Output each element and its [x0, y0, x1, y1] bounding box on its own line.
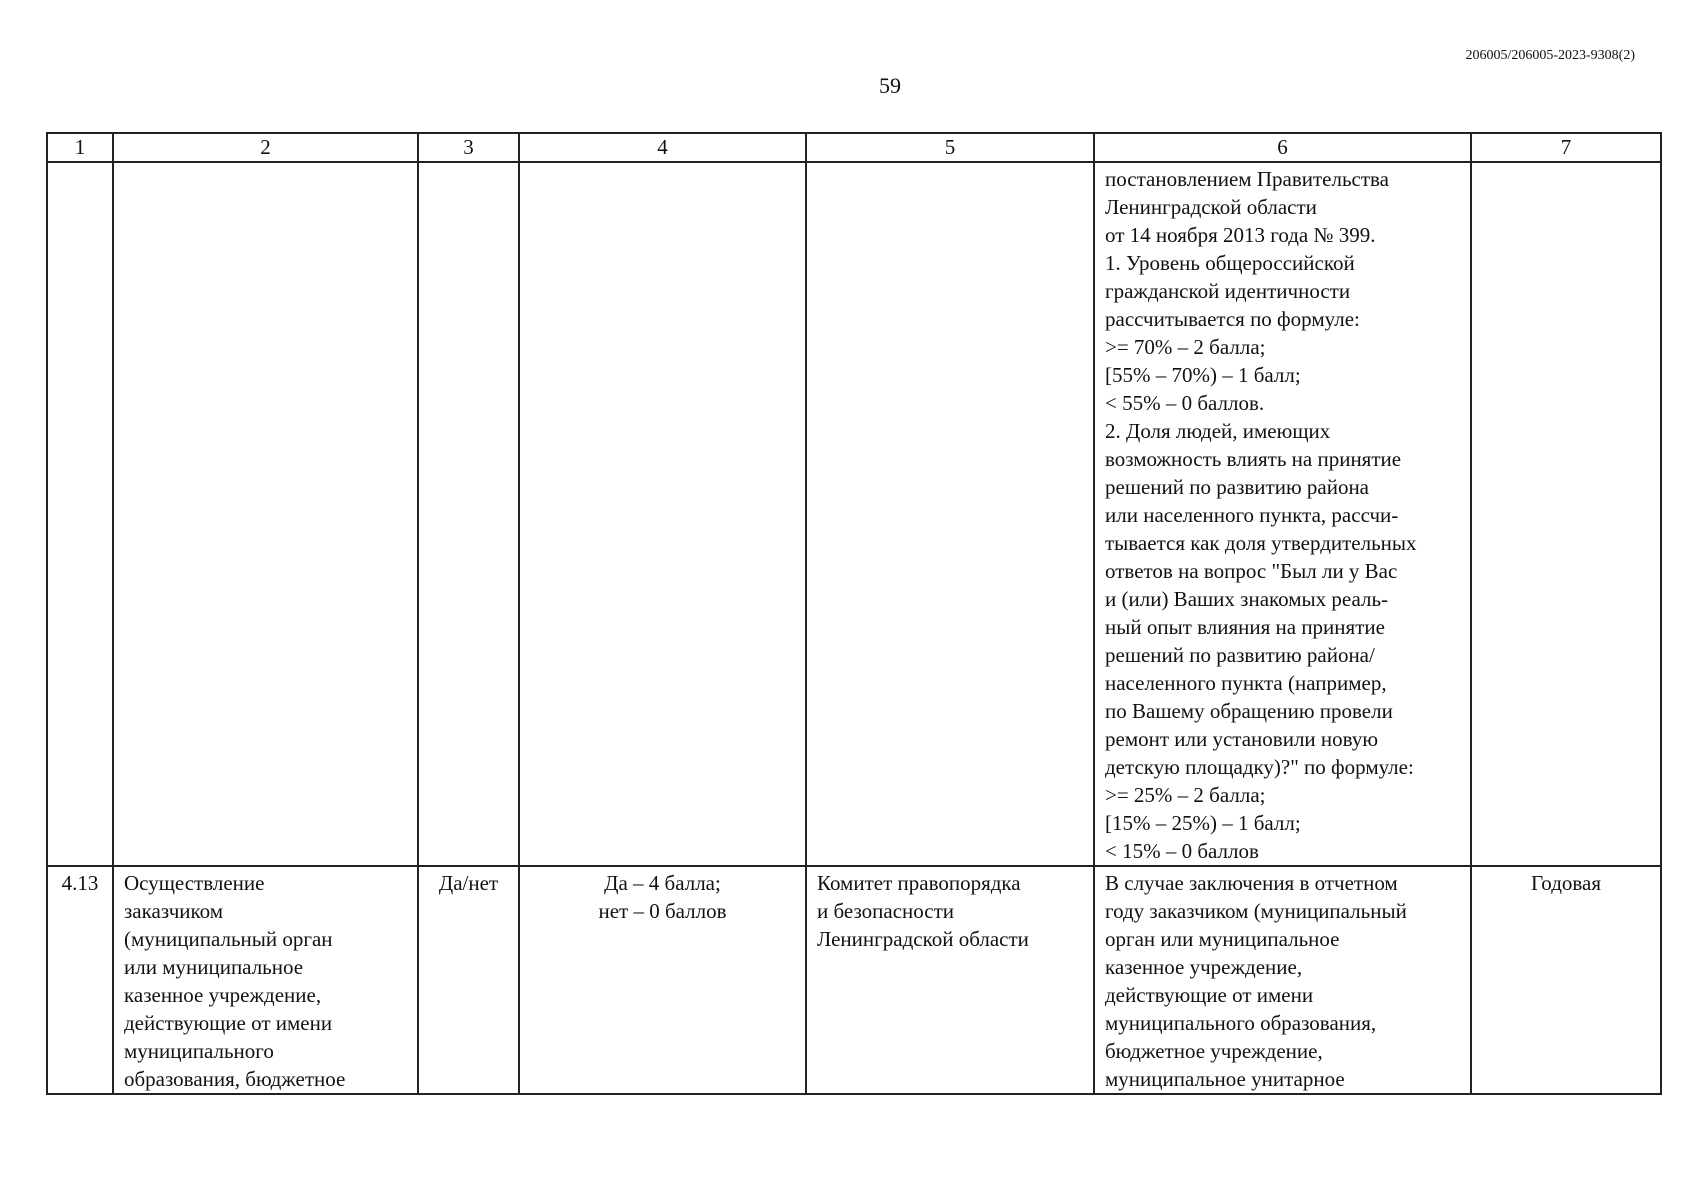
- text-line: Осуществление: [124, 871, 265, 895]
- table-header-row: [47, 133, 1661, 162]
- row1-col2: [113, 162, 418, 866]
- text-line: ный опыт влияния на принятие: [1105, 615, 1385, 639]
- row1-col1: [47, 162, 113, 866]
- column-header-6: 6: [1094, 133, 1471, 162]
- text-line: решений по развитию района: [1105, 475, 1370, 499]
- text-line: решений по развитию района/: [1105, 643, 1375, 667]
- text-line: орган или муниципальное: [1105, 927, 1340, 951]
- row1-col5: [806, 162, 1094, 866]
- text-line: заказчиком: [124, 899, 224, 923]
- column-header-2: 2: [113, 133, 418, 162]
- page-number: 59: [879, 73, 901, 98]
- text-line: (муниципальный орган: [124, 927, 333, 951]
- row1-col3: [418, 162, 519, 866]
- text-line: < 55% – 0 баллов.: [1105, 391, 1265, 415]
- text-line: рассчитывается по формуле:: [1105, 307, 1360, 331]
- text-line: или муниципальное: [124, 955, 304, 979]
- table-row: [47, 866, 1661, 1094]
- text-line: году заказчиком (муниципальный: [1105, 899, 1407, 923]
- row1-methodology-cell: [1094, 162, 1471, 866]
- text-line: действующие от имени: [124, 1011, 333, 1035]
- scoring-cell: [519, 866, 806, 1094]
- text-line: >= 25% – 2 балла;: [1105, 783, 1266, 807]
- text-line: < 15% – 0 баллов: [1105, 839, 1259, 863]
- column-header-7: 7: [1471, 133, 1661, 162]
- text-line: 1. Уровень общероссийской: [1105, 251, 1355, 275]
- text-line: Ленинградской области: [817, 927, 1029, 951]
- text-line: тывается как доля утвердительных: [1105, 531, 1417, 555]
- text-line: В случае заключения в отчетном: [1105, 871, 1398, 895]
- methodology-cell: [1094, 866, 1471, 1094]
- text-line: Ленинградской области: [1105, 195, 1317, 219]
- text-line: [15% – 25%) – 1 балл;: [1105, 811, 1301, 835]
- column-header-3: 3: [418, 133, 519, 162]
- column-header-1: 1: [47, 133, 113, 162]
- text-line: ремонт или установили новую: [1105, 727, 1379, 751]
- column-header-4: 4: [519, 133, 806, 162]
- text-line: >= 70% – 2 балла;: [1105, 335, 1266, 359]
- text-line: возможность влиять на принятие: [1105, 447, 1402, 471]
- row-number: 4.13: [47, 866, 113, 1094]
- text-line: от 14 ноября 2013 года № 399.: [1105, 223, 1376, 247]
- text-line: 2. Доля людей, имеющих: [1105, 419, 1331, 443]
- text-line: казенное учреждение,: [1105, 955, 1303, 979]
- criteria-table: [46, 132, 1662, 1095]
- row1-col7: [1471, 162, 1661, 866]
- text-line: и (или) Ваших знакомых реаль-: [1105, 587, 1389, 611]
- column-header-5: 5: [806, 133, 1094, 162]
- text-line: муниципального образования,: [1105, 1011, 1377, 1035]
- text-line: детскую площадку)?" по формуле:: [1105, 755, 1414, 779]
- text-line: нет – 0 баллов: [598, 899, 727, 923]
- row1-col4: [519, 162, 806, 866]
- indicator-name-cell: [113, 866, 418, 1094]
- text-line: [55% – 70%) – 1 балл;: [1105, 363, 1301, 387]
- table-row: [47, 162, 1661, 866]
- text-line: по Вашему обращению провели: [1105, 699, 1393, 723]
- text-line: и безопасности: [817, 899, 955, 923]
- text-line: населенного пункта (например,: [1105, 671, 1387, 695]
- text-line: муниципальное унитарное: [1105, 1067, 1345, 1091]
- responsible-body-cell: [806, 866, 1094, 1094]
- text-line: постановлением Правительства: [1105, 167, 1390, 191]
- text-line: гражданской идентичности: [1105, 279, 1351, 303]
- text-line: действующие от имени: [1105, 983, 1314, 1007]
- text-line: муниципального: [124, 1039, 274, 1063]
- text-line: или населенного пункта, рассчи-: [1105, 503, 1399, 527]
- text-line: ответов на вопрос "Был ли у Вас: [1105, 559, 1398, 583]
- text-line: бюджетное учреждение,: [1105, 1039, 1323, 1063]
- text-line: Да – 4 балла;: [604, 871, 721, 895]
- text-line: образования, бюджетное: [124, 1067, 346, 1091]
- unit-cell: Да/нет: [418, 866, 519, 1094]
- document-id: 206005/206005-2023-9308(2): [1465, 48, 1635, 63]
- text-line: казенное учреждение,: [124, 983, 322, 1007]
- text-line: Комитет правопорядка: [817, 871, 1021, 895]
- periodicity-cell: Годовая: [1471, 866, 1661, 1094]
